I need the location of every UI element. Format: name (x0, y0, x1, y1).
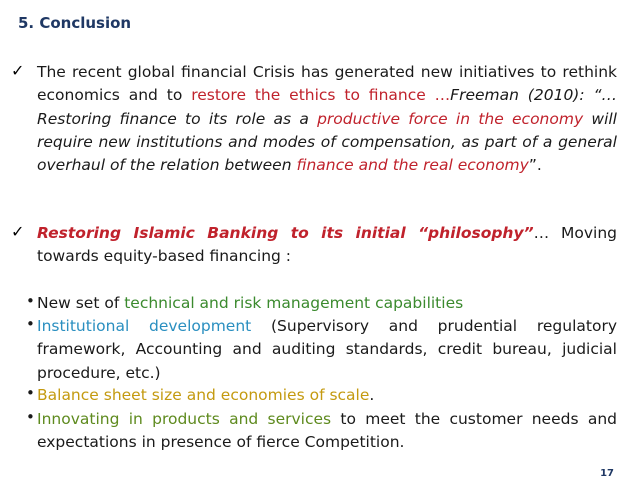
point-1-highlight-ethics: restore the ethics to finance (191, 86, 426, 105)
point-1-quote-start: “… Restoring finance to its role as a (37, 86, 617, 128)
page-number: 17 (600, 468, 614, 479)
bullet-highlight: Institutional development (37, 317, 252, 335)
bullet-highlight: technical and risk management capabilities (124, 294, 464, 312)
point-1-quote-end: ”. (528, 156, 542, 175)
bullet-item: Innovating in products and services to meet the customer needs and expectations in presence of fierce Competition. (37, 410, 617, 452)
point-1-highlight-productive: productive force in the economy (317, 109, 584, 128)
point-2-text: … Moving towards equity-based financing : (37, 224, 617, 266)
point-2-highlight: Restoring Islamic Banking to its initial “philosophy” (37, 224, 534, 242)
bullet-icon: • (26, 408, 35, 426)
bullet-icon: • (26, 315, 35, 333)
bullet-item: Institutional development (Supervisory and prudential regulatory framework, Accounting and auditing standards, credit bureau, judicial procedure, etc.) (37, 317, 617, 382)
bullet-item: New set of technical and risk management capabilities (37, 294, 464, 312)
point-1-text-a: The recent global financial Crisis has generated new initiatives to rethink economics and to (37, 63, 617, 105)
point-1-paragraph (37, 61, 617, 177)
point-1-highlight-real-economy: finance and the real economy (296, 156, 529, 175)
bullet-highlight: Balance sheet size and economies of scale (37, 386, 370, 404)
checkmark-icon: ✓ (11, 222, 25, 241)
point-1-citation: Freeman (2010): (450, 86, 594, 105)
bullet-icon: • (26, 292, 35, 310)
checkmark-icon: ✓ (11, 61, 25, 80)
slide-title: 5. Conclusion (18, 14, 132, 32)
point-1-ellipsis: … (425, 86, 451, 105)
point-1-quote-middle: will require new institutions and modes of compensation, as part of a general overhaul of the relation between (37, 109, 617, 175)
bullet-item: Balance sheet size and economies of scale. (37, 386, 375, 404)
bullet-highlight: Innovating in products and services (37, 410, 332, 428)
point-2-paragraph (37, 222, 617, 269)
bullet-icon: • (26, 384, 35, 402)
